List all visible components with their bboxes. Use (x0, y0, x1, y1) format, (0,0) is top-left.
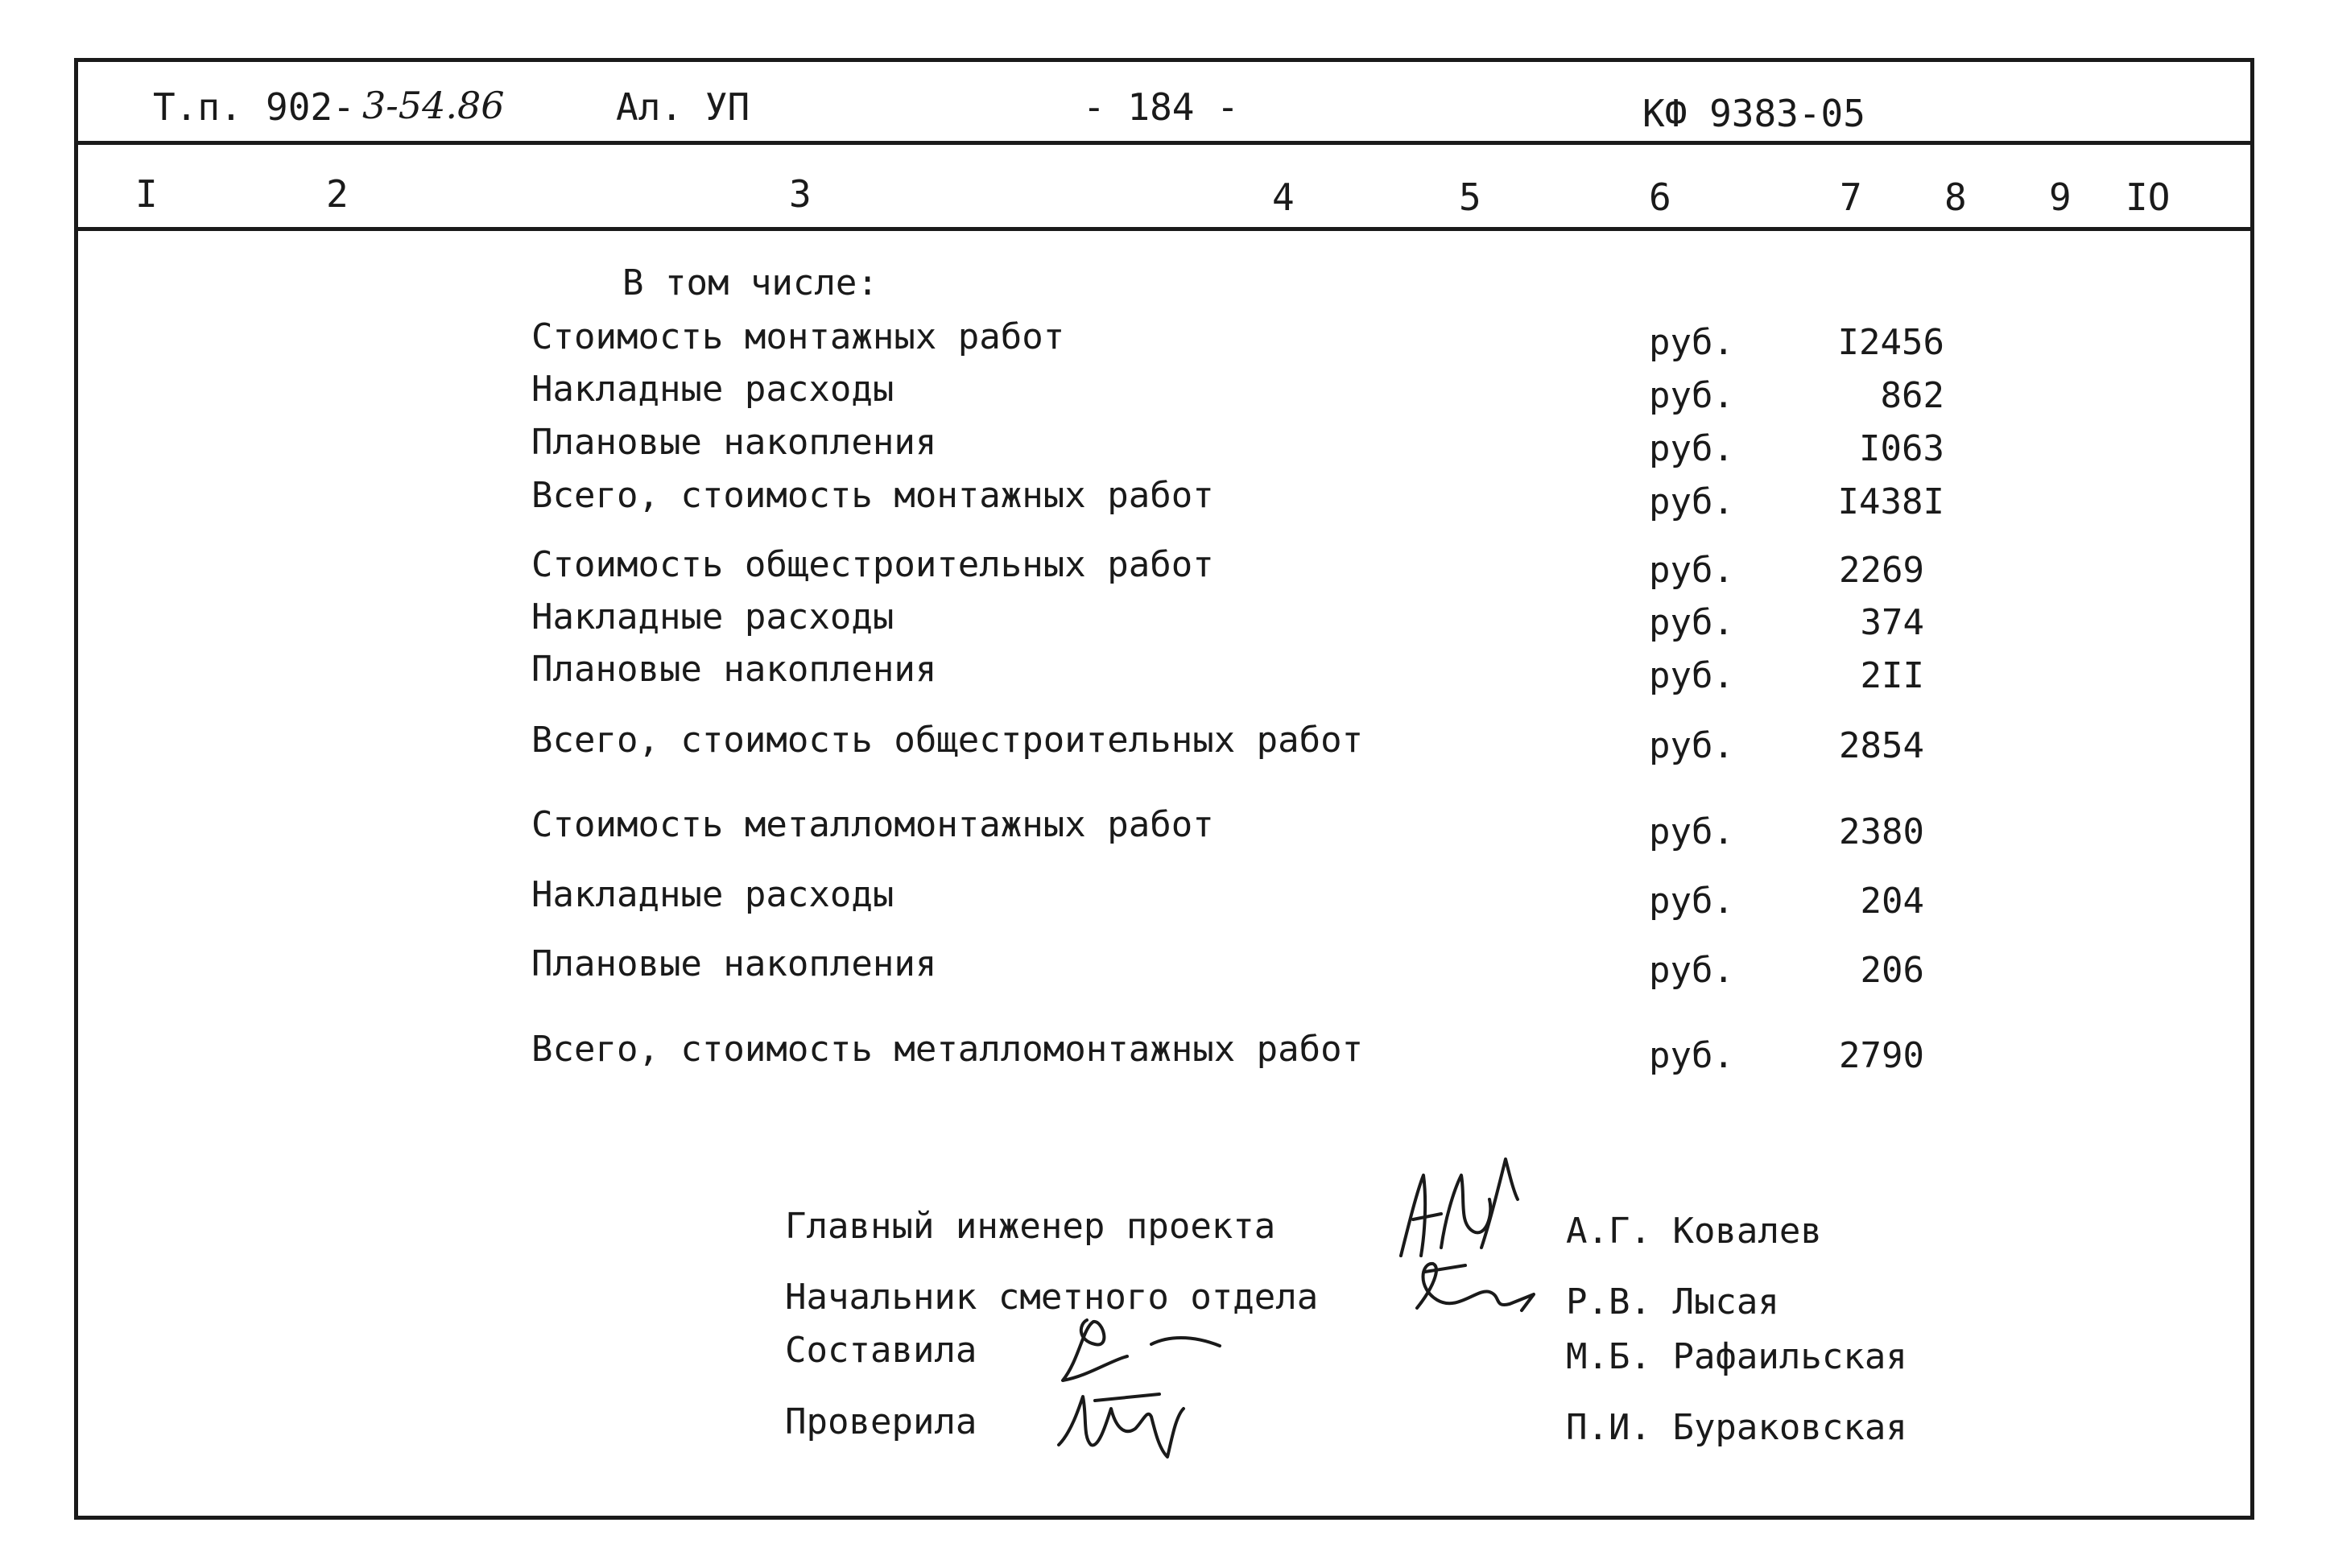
row-label: Плановые накопления (531, 943, 937, 984)
signature-mark-estimate-head (1401, 1256, 1546, 1320)
row-value: I438I (1837, 481, 1944, 522)
row-unit: руб. (1649, 881, 1734, 922)
row-label: Стоимость общестроительных работ (531, 544, 1214, 585)
signature-role: Главный инженер проекта (785, 1206, 1276, 1247)
row-value: 374 (1860, 602, 1924, 643)
row-value: I063 (1859, 428, 1944, 469)
column-number: 7 (1840, 175, 1862, 219)
column-header-divider (74, 227, 2254, 231)
column-number: I (135, 172, 158, 216)
row-label: Стоимость монтажных работ (531, 316, 1065, 357)
signature-name: М.Б. Рафаильская (1566, 1336, 1907, 1377)
row-label: Накладные расходы (531, 369, 894, 410)
project-number: 902- (266, 85, 355, 129)
row-unit: руб. (1649, 1035, 1734, 1076)
document-code: КФ 9383-05 (1642, 92, 1865, 135)
row-value: 862 (1880, 375, 1944, 416)
signature-role: Начальник сметного отдела (785, 1277, 1319, 1318)
row-unit: руб. (1649, 428, 1734, 469)
row-label: Стоимость металломонтажных работ (531, 804, 1214, 845)
signature-name: А.Г. Ковалев (1566, 1211, 1822, 1252)
row-label: Всего, стоимость металломонтажных работ (531, 1029, 1364, 1070)
row-value: 2854 (1839, 725, 1924, 766)
signature-mark-chief-engineer (1385, 1143, 1530, 1272)
row-unit: руб. (1649, 481, 1734, 522)
row-unit: руб. (1649, 375, 1734, 416)
album-label: Ал. УП (616, 85, 750, 129)
signature-name: Р.В. Лысая (1566, 1281, 1779, 1322)
row-label: Плановые накопления (531, 422, 937, 463)
row-value: 2380 (1839, 811, 1924, 852)
signature-role: Составила (785, 1330, 977, 1371)
row-label: Накладные расходы (531, 874, 894, 915)
row-unit: руб. (1649, 950, 1734, 991)
project-number-handwritten: 3-54.86 (362, 84, 505, 127)
header-divider (74, 141, 2254, 145)
row-value: 2790 (1839, 1035, 1924, 1076)
row-unit: руб. (1649, 811, 1734, 852)
row-unit: руб. (1649, 322, 1734, 363)
row-label: Плановые накопления (531, 649, 937, 690)
page-number: - 184 - (1083, 85, 1239, 129)
column-number: 6 (1649, 175, 1671, 219)
row-unit: руб. (1649, 550, 1734, 591)
row-value: 2269 (1839, 550, 1924, 591)
row-label: Всего, стоимость монтажных работ (531, 475, 1214, 516)
signature-name: П.И. Бураковская (1566, 1407, 1907, 1448)
column-number: 8 (1944, 175, 1967, 219)
signature-mark-checker (1047, 1384, 1208, 1465)
column-number: 5 (1459, 175, 1481, 219)
row-unit: руб. (1649, 655, 1734, 696)
column-number: 9 (2049, 175, 2072, 219)
column-number: 4 (1272, 175, 1295, 219)
signature-mark-compiler (1047, 1304, 1240, 1393)
row-unit: руб. (1649, 602, 1734, 643)
project-prefix: Т.п. (153, 85, 242, 129)
column-number: 2 (326, 172, 349, 216)
row-value: 2II (1860, 655, 1924, 696)
row-unit: руб. (1649, 725, 1734, 766)
row-value: 206 (1860, 950, 1924, 991)
row-value: 204 (1860, 881, 1924, 922)
row-label: Всего, стоимость общестроительных работ (531, 720, 1364, 761)
row-value: I2456 (1837, 322, 1944, 363)
row-label: Накладные расходы (531, 596, 894, 638)
intro-text: В том числе: (622, 262, 878, 303)
signature-role: Проверила (785, 1401, 977, 1442)
column-number: 3 (789, 172, 812, 216)
column-number: IO (2126, 175, 2171, 219)
